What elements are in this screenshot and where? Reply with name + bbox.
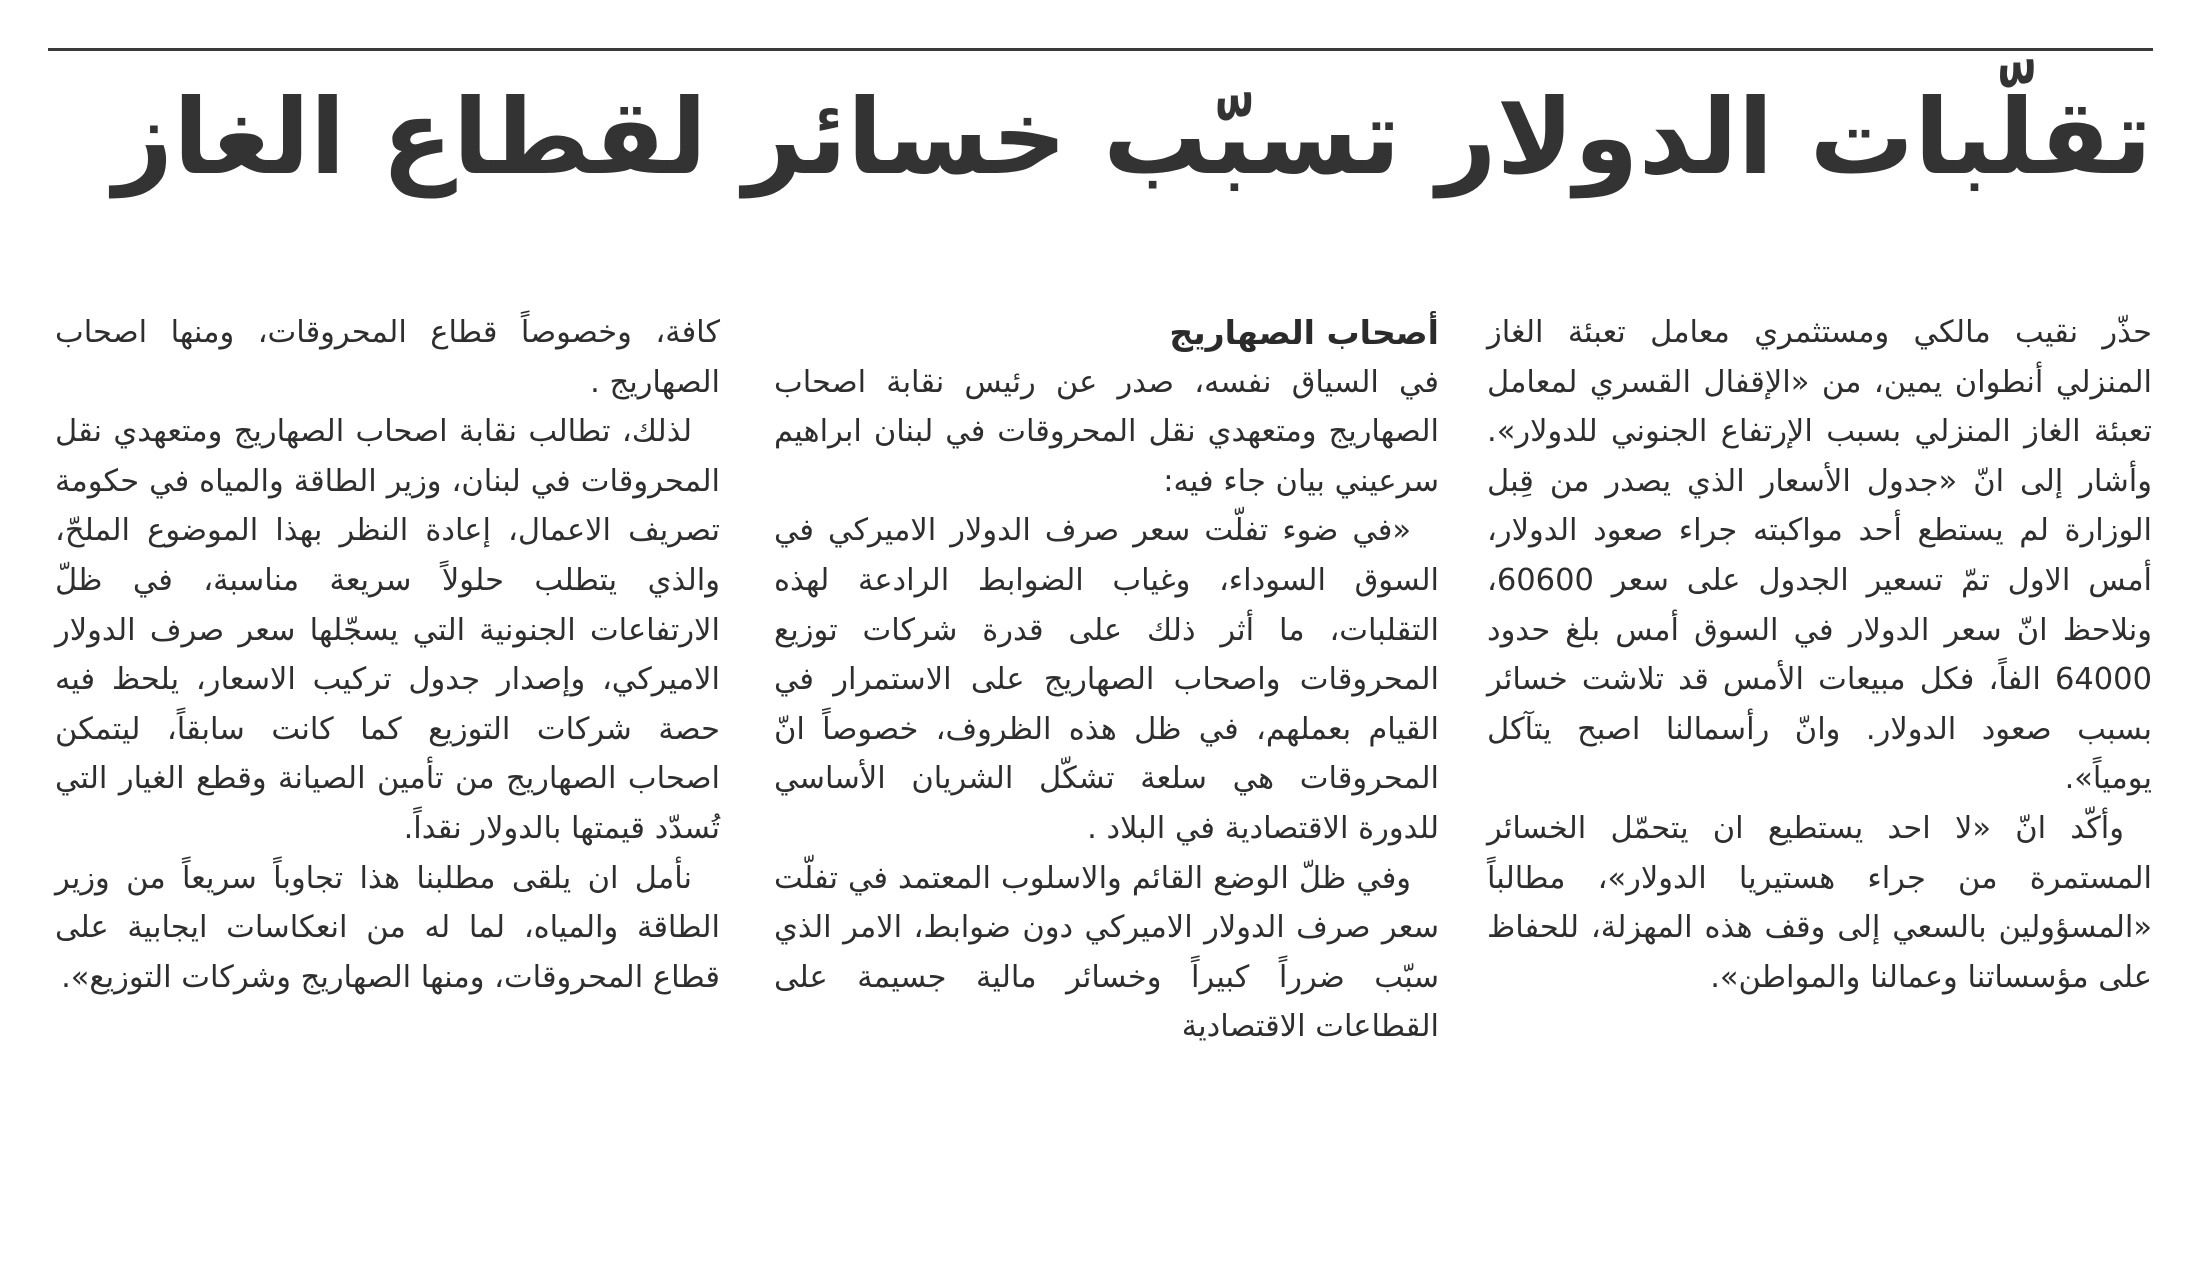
paragraph: «في ضوء تفلّت سعر صرف الدولار الاميركي في السوق السوداء، وغياب الضوابط الرادعة لهذه التقلبات، ما أثر ذلك على قدرة شركات توزيع المحروقات واصحاب الصهاريج على الاستمرار في القيام بعملهم، في ظل هذه الظروف، خصوصاً انّ المحروقات هي سلعة تشكّل الشريان الأساسي للدورة الاقتصادية في البلاد . — [774, 513, 1439, 846]
paragraph: نأمل ان يلقى مطلبنا هذا تجاوباً سريعاً من وزير الطاقة والمياه، لما له من انعكاسات ايجابية على قطاع المحروقات، ومنها الصهاريج وشركات التوزيع». — [55, 860, 720, 995]
paragraph: وفي ظلّ الوضع القائم والاسلوب المعتمد في تفلّت سعر صرف الدولار الاميركي دون ضوابط، الامر الذي سبّب ضرراً كبيراً وخسائر مالية جسيمة على القطاعات الاقتصادية — [774, 860, 1439, 1045]
paragraph: لذلك، تطالب نقابة اصحاب الصهاريج ومتعهدي نقل المحروقات في لبنان، وزير الطاقة والمياه في حكومة تصريف الاعمال، إعادة النظر بهذا الموضوع الملحّ، والذي يتطلب حلولاً سريعة مناسبة، في ظلّ الارتفاعات الجنونية التي يسجّلها سعر صرف الدولار الاميركي، وإصدار جدول تركيب الاسعار، يلحظ فيه حصة شركات التوزيع كما كانت سابقاً، ليتمكن اصحاب الصهاريج من تأمين الصيانة وقطع الغيار التي تُسدّد قيمتها بالدولار نقداً. — [55, 414, 720, 846]
paragraph: وأكّد انّ «لا احد يستطيع ان يتحمّل الخسائر المستمرة من جراء هستيريا الدولار»، مطالباً «المسؤولين بالسعي إلى وقف هذه المهزلة، للحفاظ على مؤسساتنا وعمالنا والمواطن». — [1487, 810, 2152, 995]
article-column-middle — [774, 308, 1439, 1052]
section-subheading: أصحاب الصهاريج — [1169, 313, 1439, 352]
paragraph: حذّر نقيب مالكي ومستثمري معامل تعبئة الغاز المنزلي أنطوان يمين، من «الإقفال القسري لمعامل تعبئة الغاز المنزلي بسبب الإرتفاع الجنوني للدولار». وأشار إلى انّ «جدول الأسعار الذي يصدر من قِبل الوزارة لم يستطع أحد مواكبته جراء صعود الدولار، أمس الاول تمّ تسعير الجدول على سعر 60600، ونلاحظ انّ سعر الدولار في السوق أمس بلغ حدود 64000 الفاً، فكل مبيعات الأمس قد تلاشت خسائر بسبب صعود الدولار. وانّ رأسمالنا اصبح يتآكل يومياً». — [1487, 315, 2152, 797]
article-column-left — [55, 308, 720, 1002]
paragraph: كافة، وخصوصاً قطاع المحروقات، ومنها اصحاب الصهاريج . — [55, 315, 720, 400]
article-headline: تقلّبات الدولار تسبّب خسائر لقطاع الغاز — [113, 76, 2152, 198]
paragraph: في السياق نفسه، صدر عن رئيس نقابة اصحاب الصهاريج ومتعهدي نقل المحروقات في لبنان ابراهيم سرعيني بيان جاء فيه: — [774, 364, 1439, 499]
article-column-right — [1487, 308, 2152, 1002]
top-rule — [48, 48, 2153, 51]
